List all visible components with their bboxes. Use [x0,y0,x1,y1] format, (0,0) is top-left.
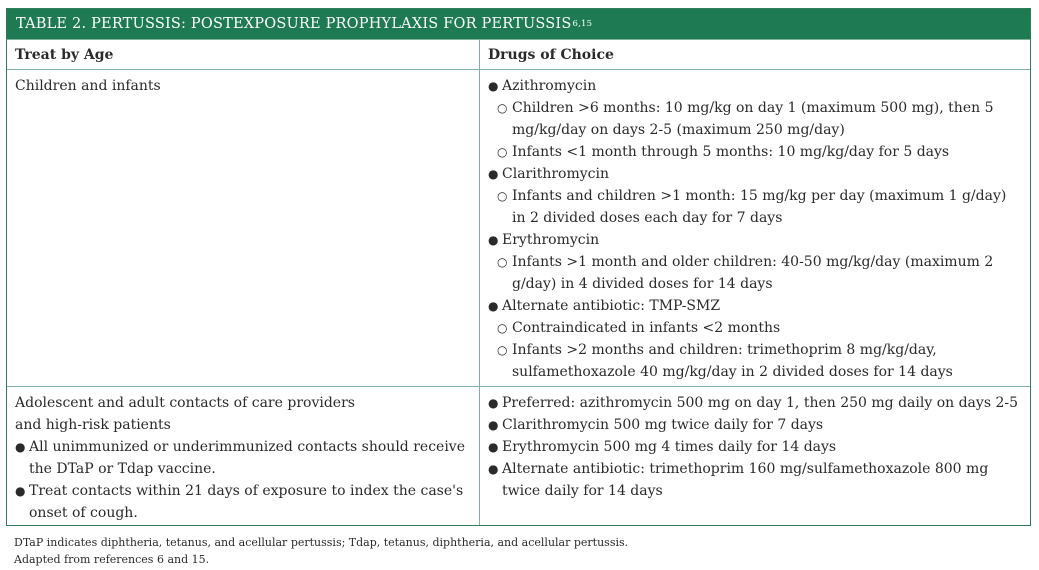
drug-name: Erythromycin [502,232,600,248]
header-treat-by-age: Treat by Age [7,40,480,69]
filled-circle-bullet-icon: ● [488,299,499,313]
table-title-refs: 6,15 [572,19,593,29]
drug-name: Erythromycin 500 mg 4 times daily for 14 days [502,439,837,455]
hollow-circle-bullet-icon: ○ [497,321,508,335]
filled-circle-bullet-icon: ● [488,167,499,181]
left-bullet-item [15,480,471,524]
filled-circle-bullet-icon: ● [488,418,499,432]
hollow-circle-bullet-icon: ○ [497,145,508,159]
drug-sub-text: Infants <1 month through 5 months: 10 mg/kg/day for 5 days [512,144,950,160]
drug-item [488,458,1024,502]
filled-circle-bullet-icon: ● [488,79,499,93]
table-title-bar [7,9,1030,39]
drug-sub-item [488,317,1024,339]
row1-age-text: Children and infants [15,78,161,94]
drug-sub-text: Infants >1 month and older children: 40-50 mg/kg/day (maximum 2 g/day) in 4 divided doses for 14 days [512,254,994,292]
filled-circle-bullet-icon: ● [488,440,499,454]
header-drugs-of-choice: Drugs of Choice [488,46,614,63]
drug-sub-text: Infants >2 months and children: trimethoprim 8 mg/kg/day, sulfamethoxazole 40 mg/kg/day in 2 divided doses for 14 days [512,342,953,380]
prophylaxis-table [6,8,1031,526]
drug-name: Preferred: azithromycin 500 mg on day 1, then 250 mg daily on days 2-5 [502,395,1018,411]
drug-sub-item [488,97,1024,141]
drug-item [488,392,1024,414]
left-bullet-text: All unimmunized or underimmunized contacts should receive the DTaP or Tdap vaccine. [29,439,465,477]
filled-circle-bullet-icon: ● [15,440,26,454]
drug-sub-text: Contraindicated in infants <2 months [512,320,781,336]
row2-drugs-cell [480,387,1030,525]
drug-item [488,229,1024,251]
left-bullet-text: Treat contacts within 21 days of exposure to index the case's onset of cough. [29,483,464,521]
drug-item [488,436,1024,458]
table-footnotes [14,534,628,568]
row2-age-cell [7,387,480,525]
hollow-circle-bullet-icon: ○ [497,343,508,357]
table-title: TABLE 2. PERTUSSIS: POSTEXPOSURE PROPHYLAXIS FOR PERTUSSIS [16,16,572,32]
footnote-source: Adapted from references 6 and 15. [14,553,210,566]
drug-sub-item [488,251,1024,295]
table-header-row [7,39,1030,69]
drug-name: Alternate antibiotic: trimethoprim 160 mg/sulfamethoxazole 800 mg twice daily for 14 days [502,461,989,499]
drug-name: Clarithromycin [502,166,609,182]
drug-item [488,414,1024,436]
drug-name: Alternate antibiotic: TMP-SMZ [502,298,721,314]
hollow-circle-bullet-icon: ○ [497,189,508,203]
hollow-circle-bullet-icon: ○ [497,255,508,269]
drug-name: Clarithromycin 500 mg twice daily for 7 days [502,417,824,433]
drug-item [488,75,1024,97]
row1-drugs-cell [480,70,1030,386]
filled-circle-bullet-icon: ● [488,396,499,410]
filled-circle-bullet-icon: ● [488,233,499,247]
table-row-children [7,69,1030,386]
drug-sub-item [488,339,1024,383]
drug-sub-item [488,185,1024,229]
drug-item [488,295,1024,317]
table-row-adolescents [7,386,1030,525]
left-bullet-item [15,436,471,480]
row2-age-text: Adolescent and adult contacts of care providers and high-risk patients [15,395,355,433]
drug-sub-text: Infants and children >1 month: 15 mg/kg per day (maximum 1 g/day) in 2 divided doses each day for 7 days [512,188,1007,226]
filled-circle-bullet-icon: ● [15,484,26,498]
drug-name: Azithromycin [502,78,597,94]
drug-sub-text: Children >6 months: 10 mg/kg on day 1 (maximum 500 mg), then 5 mg/kg/day on days 2-5 (maximum 250 mg/day) [512,100,994,138]
filled-circle-bullet-icon: ● [488,462,499,476]
footnote-abbreviations: DTaP indicates diphtheria, tetanus, and acellular pertussis; Tdap, tetanus, diphtheria, and acellular pertussis. [14,536,629,549]
row1-age-cell [7,70,480,386]
drug-item [488,163,1024,185]
drug-sub-item [488,141,1024,163]
hollow-circle-bullet-icon: ○ [497,101,508,115]
